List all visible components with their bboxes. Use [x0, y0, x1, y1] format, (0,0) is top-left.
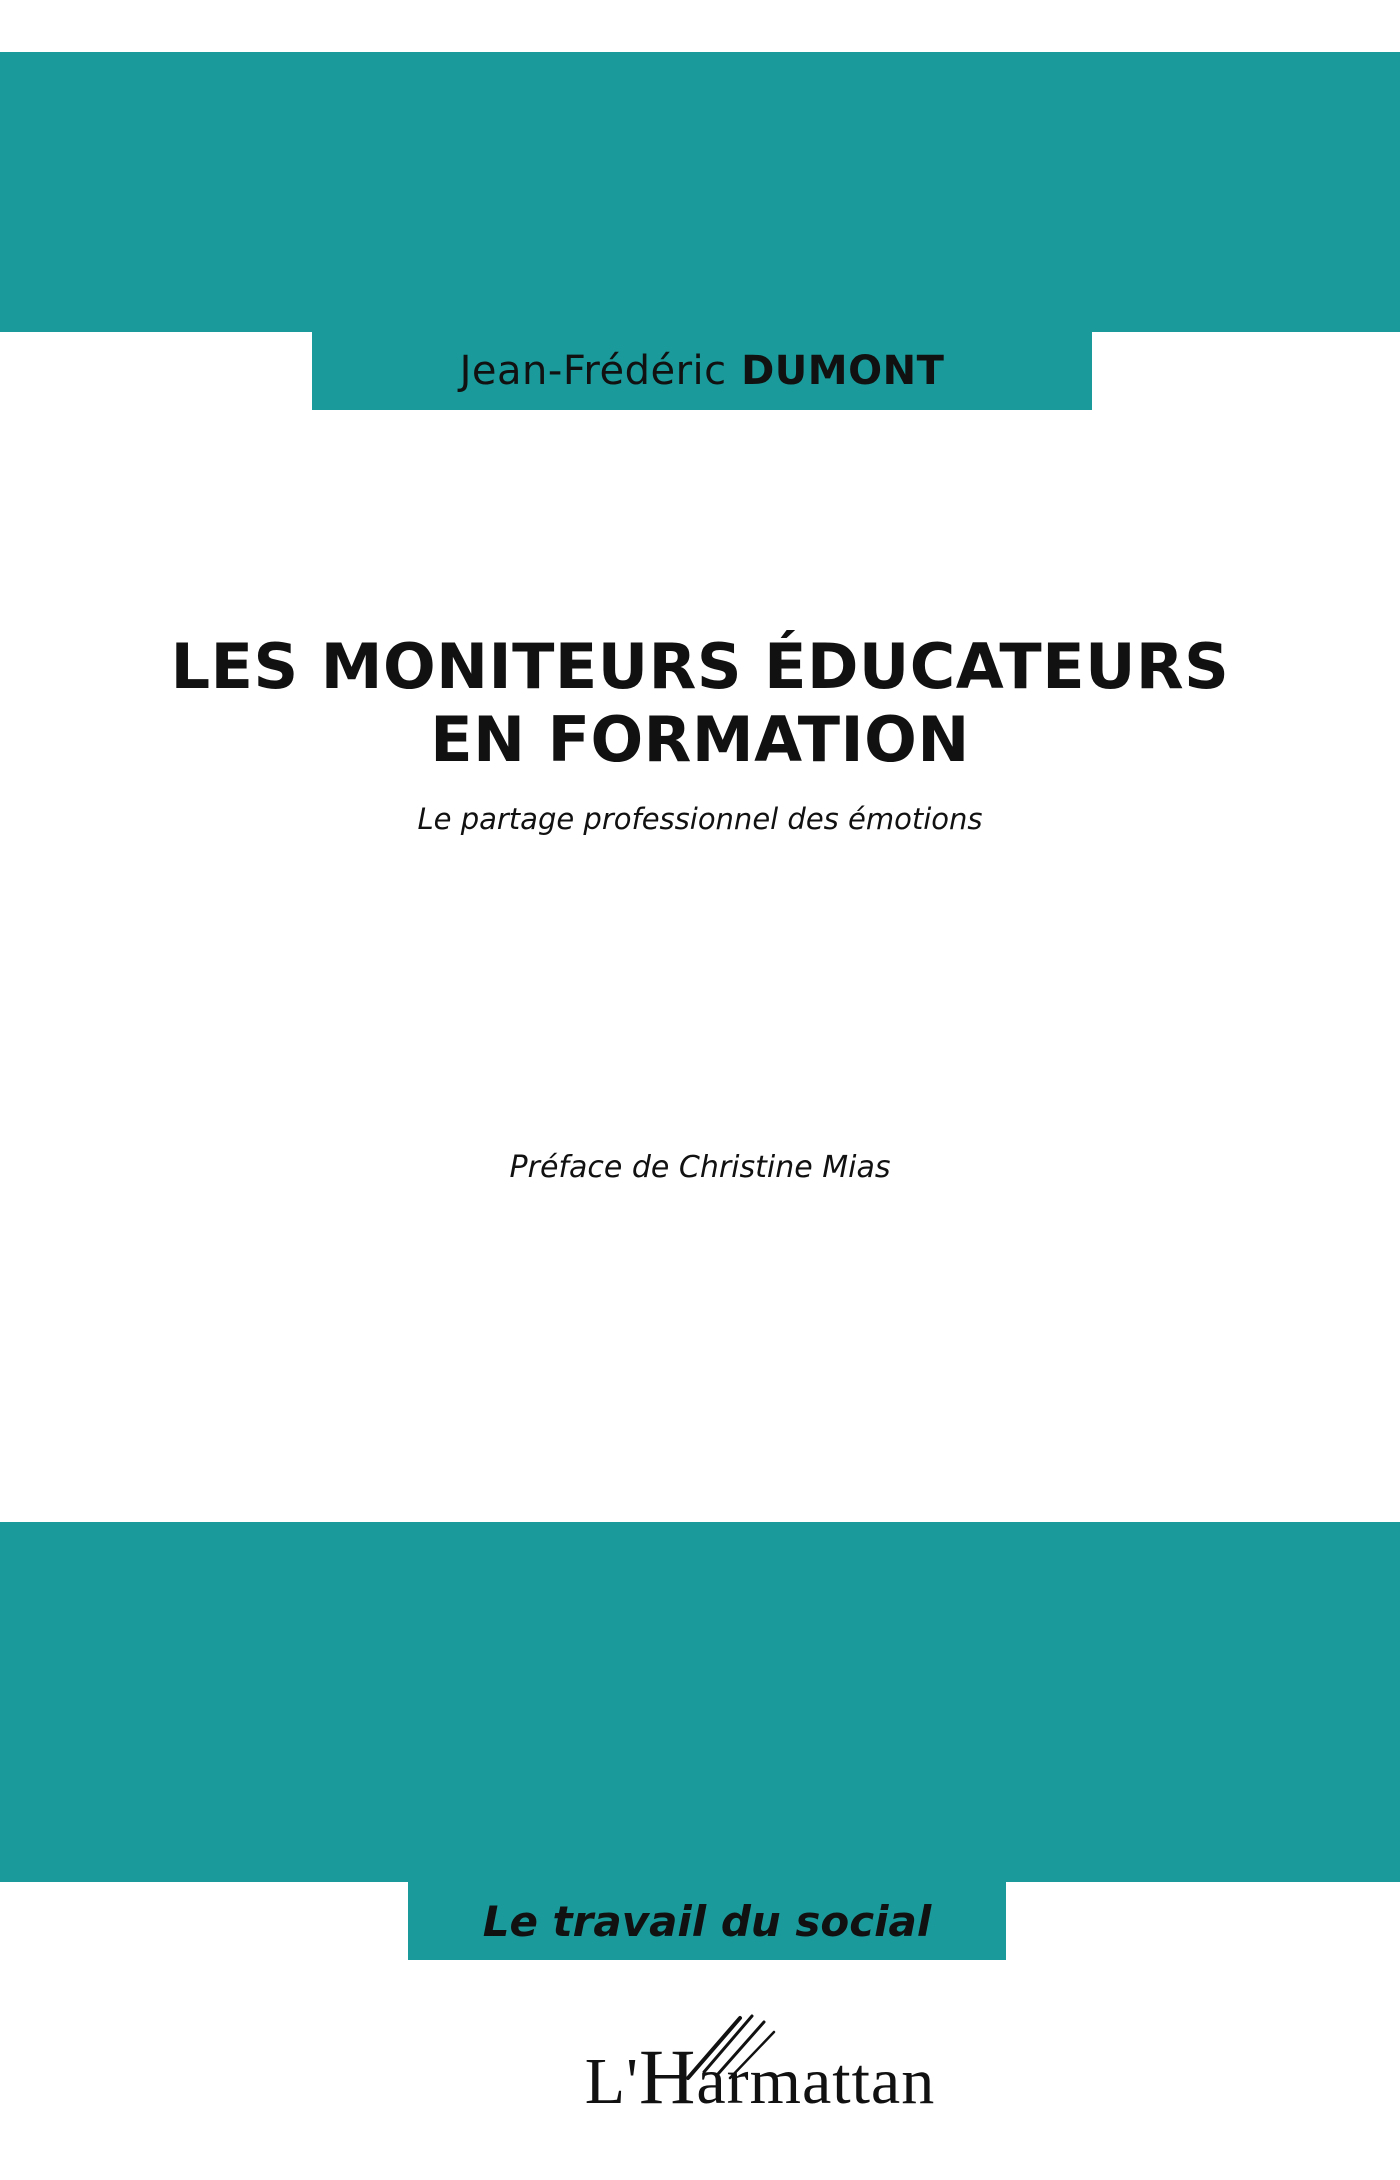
subtitle: Le partage professionnel des émotions — [417, 802, 983, 837]
author-last-name: DUMONT — [741, 348, 945, 394]
title-line-2: EN FORMATION — [430, 703, 970, 777]
title-line-1: LES MONITEURS ÉDUCATEURS — [170, 630, 1230, 703]
author-first-names: Jean-Frédéric — [459, 348, 727, 394]
top-color-band — [0, 52, 1400, 332]
publisher-name — [560, 2032, 960, 2122]
preface-credit: Préface de Christine Mias — [509, 1150, 891, 1185]
publisher-rest: armattan — [696, 2045, 936, 2118]
collection-name: Le travail du social — [482, 1896, 932, 1946]
author-name — [312, 332, 1092, 410]
bottom-color-band — [0, 1522, 1400, 1882]
publisher-initial: H — [639, 2033, 697, 2120]
publisher-logo — [560, 2020, 960, 2140]
publisher-prefix: L' — [584, 2045, 639, 2118]
title-block — [90, 630, 1310, 836]
